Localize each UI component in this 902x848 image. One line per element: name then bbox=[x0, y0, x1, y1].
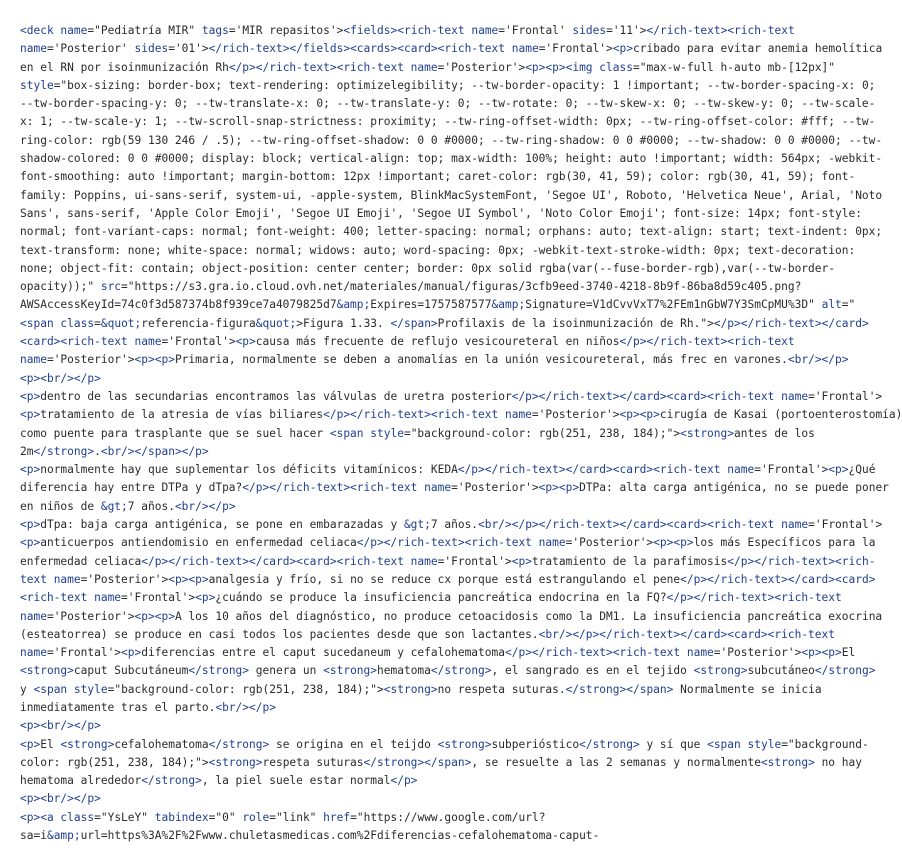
code-token: AWSAccessKeyId=74c0f3d587374b8f939ce7a4079825d7 bbox=[20, 298, 337, 312]
code-token: , la piel suele estar normal bbox=[201, 774, 391, 788]
code-token: style bbox=[73, 682, 108, 696]
code-token: en niños de bbox=[20, 499, 101, 513]
code-token: <p> bbox=[20, 389, 41, 403]
code-token: ='Frontal'> bbox=[121, 591, 196, 605]
code-token: none; object-fit: contain; object-position: center center; border: 0px solid rgba(var(--fuse-border-rgb),var(--tw-border- bbox=[20, 261, 835, 275]
code-token: </strong> bbox=[141, 774, 202, 788]
code-line bbox=[20, 479, 889, 497]
code-line bbox=[20, 242, 856, 260]
code-token: <p><p> bbox=[134, 353, 175, 367]
code-token: ='Posterior'> bbox=[713, 646, 802, 660]
code-token: name bbox=[134, 335, 162, 349]
code-token: <p> bbox=[828, 463, 849, 477]
code-token: class bbox=[60, 316, 95, 330]
code-token: <br/></p> bbox=[174, 499, 236, 513]
code-token: no respeta suturas. bbox=[437, 682, 566, 696]
code-token: Profilaxis de la isoinmunización de Rh."> bbox=[437, 316, 714, 330]
code-line bbox=[20, 534, 876, 552]
code-line bbox=[20, 40, 883, 58]
code-token: <fields><rich-text bbox=[343, 24, 472, 37]
code-token: name bbox=[511, 42, 539, 56]
code-token: Expires=1757587577 bbox=[370, 298, 492, 312]
code-token: ="max-w-full h-auto mb-[12px]" bbox=[632, 60, 836, 74]
code-token: <br/></p></rich-text></card><card><rich-text bbox=[538, 627, 836, 641]
code-token: sa=i bbox=[20, 829, 47, 843]
code-token: ="https://www.google.com/url? bbox=[350, 810, 546, 824]
code-token: <deck bbox=[20, 24, 61, 37]
code-line bbox=[20, 699, 848, 717]
code-token: shadow-colored: 0 0 #0000; display: block; vertical-align: top; max-width: 100%; height: auto !important; width: 564px; -webkit- bbox=[20, 152, 883, 166]
code-token: <p><p> bbox=[653, 536, 694, 550]
code-token: ="background- bbox=[781, 737, 869, 751]
code-token: ="https://s3.gra.io.cloud.ovh.net/materiales/manual/figuras/3cfb9eed-3740-4218-8b9f-86ba8d59c405.png? bbox=[121, 280, 802, 294]
code-line bbox=[20, 333, 848, 351]
code-token: cribado para evitar anemia hemolítica bbox=[633, 42, 883, 56]
code-token: =" bbox=[841, 298, 856, 312]
code-token: ='Posterior'> bbox=[80, 572, 169, 586]
code-token: ="link" bbox=[269, 810, 324, 824]
code-token: <p> bbox=[20, 536, 41, 550]
code-line bbox=[20, 443, 848, 461]
code-line bbox=[20, 754, 862, 772]
code-token: </span> bbox=[390, 316, 438, 330]
code-line bbox=[20, 59, 848, 77]
code-token: se origina en el teijdo bbox=[269, 737, 438, 751]
code-token: src bbox=[100, 280, 122, 294]
code-token: ='Posterior'> bbox=[46, 353, 135, 367]
code-line bbox=[20, 22, 848, 40]
code-token: diferencia hay entre DTPa y dTpa? bbox=[20, 481, 243, 495]
code-token: <p> bbox=[20, 463, 41, 477]
code-token: ='Posterior'> bbox=[531, 408, 620, 422]
code-token: <span bbox=[20, 316, 61, 330]
code-token: ='Posterior'> bbox=[451, 481, 539, 495]
code-token: name bbox=[410, 60, 438, 74]
code-token: name bbox=[471, 24, 499, 37]
code-token: <p><p><img bbox=[525, 60, 600, 74]
code-line bbox=[20, 516, 883, 534]
code-line bbox=[20, 662, 876, 680]
code-token: <strong> bbox=[20, 664, 74, 678]
code-token: El bbox=[40, 737, 61, 751]
code-line bbox=[20, 296, 856, 314]
code-token: <p> bbox=[20, 737, 41, 751]
code-token: </p></rich-text></card><card><rich-text bbox=[457, 463, 728, 477]
code-line bbox=[20, 351, 848, 369]
code-line bbox=[20, 809, 848, 827]
code-token: name bbox=[20, 609, 47, 623]
code-token: </p></rich-text><rich-text bbox=[666, 591, 842, 605]
code-token: alt bbox=[821, 298, 842, 312]
code-token: family: Poppins, ui-sans-serif, system-ui, -apple-system, BlinkMacSystemFont, 'Segoe UI', Roboto, 'Helvetica Neue', Arial, 'Noto bbox=[20, 188, 883, 202]
code-token: tratamiento de la parafimosis bbox=[531, 554, 728, 568]
code-token: <p><p> bbox=[619, 408, 660, 422]
code-token: x: 1; --tw-scale-y: 1; --tw-scroll-snap-strictness: proximity; --tw-ring-offset-width: 0px; --tw-ring-offset-color: #fff; --tw- bbox=[20, 115, 876, 129]
code-token: </p></rich-text><rich-text bbox=[323, 408, 505, 422]
code-token: <span bbox=[707, 737, 748, 751]
code-line bbox=[20, 113, 876, 131]
code-token: genera un bbox=[249, 664, 324, 678]
code-line bbox=[20, 370, 848, 388]
code-token: cirugía de Kasai (portoenterostomía) bbox=[659, 408, 902, 422]
code-token: enfermedad celiaca bbox=[20, 554, 142, 568]
code-token: y bbox=[20, 682, 34, 696]
code-token: analgesia y frío, si no se reduce cx porque está estrangulando el pene bbox=[208, 572, 681, 586]
code-token: &quot; bbox=[100, 316, 142, 330]
code-token: inmediatamente tras el parto. bbox=[20, 700, 216, 714]
code-token: ='Posterior'> bbox=[437, 60, 526, 74]
code-token: text-transform: none; white-space: normal; widows: auto; word-spacing: 0px; -webkit-text-stroke-width: 0px; text-decoration: bbox=[20, 243, 856, 257]
code-token: name bbox=[781, 389, 809, 403]
code-token: <card><rich-text bbox=[20, 335, 135, 349]
code-token: name bbox=[686, 646, 714, 660]
code-token: name bbox=[20, 646, 47, 660]
code-token: Signature=V1dCvvVxT7%2FEm1nGbW7Y3SmCpMU%3D" bbox=[525, 298, 822, 312]
code-token: sides bbox=[134, 42, 169, 56]
code-line bbox=[20, 553, 876, 571]
code-line bbox=[20, 827, 848, 845]
code-token: </p></rich-text><rich-text bbox=[619, 335, 795, 349]
code-token: no hay bbox=[814, 755, 862, 769]
code-token: cefalohematoma bbox=[114, 737, 209, 751]
code-token: <p> bbox=[121, 646, 142, 660]
code-token: DTPa: alta carga antigénica, no se puede poner bbox=[579, 481, 889, 495]
code-token: style bbox=[20, 78, 54, 92]
source-code-view bbox=[20, 22, 902, 848]
code-token: name bbox=[781, 518, 809, 532]
code-line bbox=[20, 77, 876, 95]
code-token: ring-color: rgb(59 130 246 / .5); --tw-ring-offset-shadow: 0 0 #0000; --tw-ring-shadow: 0 0 #0000; --tw-shadow: 0 0 #0000; --tw- bbox=[20, 133, 883, 147]
code-token: <strong> bbox=[208, 755, 263, 769]
code-token: </p></rich-text><rich-text bbox=[504, 646, 687, 660]
code-line bbox=[20, 95, 876, 113]
code-token: <p> bbox=[20, 518, 41, 532]
code-token: role bbox=[242, 810, 270, 824]
code-token: dTpa: baja carga antigénica, se pone en embarazadas y bbox=[40, 518, 404, 532]
code-token: ¿Qué bbox=[848, 463, 876, 477]
code-token: ='Posterior'> bbox=[46, 609, 135, 623]
code-token: name bbox=[20, 353, 47, 367]
code-token: ="box-sizing: border-box; text-rendering: optimizelegibility; --tw-border-opacity: 1 !important; --tw-border-spacing-x: 0; bbox=[53, 78, 876, 92]
code-token: 7 años. bbox=[430, 518, 479, 532]
code-token: class bbox=[599, 60, 633, 74]
code-token: ='Frontal'> bbox=[754, 463, 829, 477]
code-token: class bbox=[60, 810, 95, 824]
code-line bbox=[20, 498, 848, 516]
code-line bbox=[20, 187, 883, 205]
code-line bbox=[20, 717, 848, 735]
code-line bbox=[20, 461, 876, 479]
code-token: subcutáneo bbox=[747, 664, 815, 678]
code-token: ="Pediatría MIR" bbox=[87, 24, 202, 37]
code-line bbox=[20, 681, 848, 699]
code-token: en el RN por isoinmunización Rh bbox=[20, 60, 229, 74]
code-token: style bbox=[370, 426, 404, 440]
code-token: <br/></span></p> bbox=[100, 444, 209, 458]
code-token: normal; font-variant-caps: normal; font-weight: 400; letter-spacing: normal; orphans: auto; text-align: start; text-indent: 0px; bbox=[20, 225, 883, 239]
code-token: name bbox=[424, 481, 452, 495]
code-token: ='Posterior'> bbox=[565, 536, 654, 550]
code-token: ='Frontal'> bbox=[808, 389, 883, 403]
code-token: font-smoothing: auto !important; margin-bottom: 12px !important; caret-color: rgb(30, 41, 59); color: rgb(30, 41, 59); font- bbox=[20, 170, 856, 184]
code-token: </p></rich-text></card><card><rich-text bbox=[141, 554, 411, 568]
code-token: <p> bbox=[195, 591, 216, 605]
code-line bbox=[20, 223, 883, 241]
code-token: normalmente hay que suplementar los déficits vitamínicos: KEDA bbox=[40, 463, 458, 477]
code-token: </p></rich-text><rich-text bbox=[356, 536, 539, 550]
code-token: <br/></p> bbox=[787, 353, 849, 367]
code-token: 7 años. bbox=[127, 499, 175, 513]
code-token: Sans', sans-serif, 'Apple Color Emoji', 'Segoe UI Emoji', 'Segoe UI Symbol', 'Noto Color Emoji'; font-size: 14px; font-style: bbox=[20, 206, 862, 220]
code-token: ='01'> bbox=[168, 42, 209, 56]
code-token: &gt; bbox=[100, 499, 128, 513]
code-token: name bbox=[20, 42, 47, 56]
code-token: ='Frontal'> bbox=[437, 554, 512, 568]
code-token: </strong> bbox=[33, 444, 95, 458]
code-token: </strong></span> bbox=[363, 755, 472, 769]
code-token: antes de los bbox=[734, 426, 815, 440]
code-token: ='Frontal'> bbox=[161, 335, 236, 349]
code-token: </p></rich-text></card> bbox=[713, 316, 869, 330]
code-token: </p> bbox=[390, 774, 418, 788]
code-token: . bbox=[94, 444, 101, 458]
code-token: anticuerpos antiendomisio en enfermedad celiaca bbox=[40, 536, 357, 550]
code-token: <strong> bbox=[680, 426, 734, 440]
code-token: --tw-border-spacing-y: 0; --tw-translate-x: 0; --tw-translate-y: 0; --tw-rotate: 0; --tw-skew-x: 0; --tw-skew-y: 0; --tw-scale- bbox=[20, 97, 876, 111]
code-token: <p><p> bbox=[538, 481, 580, 495]
code-token: tratamiento de la atresia de vías biliares bbox=[40, 408, 324, 422]
code-token: &quot; bbox=[255, 316, 297, 330]
code-token: <span bbox=[33, 682, 74, 696]
code-token: ='Posterior' bbox=[46, 42, 135, 56]
code-token: </p></rich-text><rich- bbox=[727, 554, 876, 568]
code-token: </p></rich-text></card><card> bbox=[680, 572, 876, 586]
code-line bbox=[20, 260, 848, 278]
code-token: <strong> bbox=[437, 737, 492, 751]
code-line bbox=[20, 132, 883, 150]
code-line bbox=[20, 168, 856, 186]
code-token: <p><p> bbox=[801, 646, 842, 660]
code-token: referencia-figura bbox=[141, 316, 256, 330]
code-token: Primaria, normalmente se deben a anomalías en la unión vesicoureteral, más frec en varones. bbox=[174, 353, 788, 367]
code-line bbox=[20, 608, 883, 626]
code-line bbox=[20, 425, 848, 443]
code-token: </strong> bbox=[430, 664, 492, 678]
code-token: name bbox=[53, 572, 81, 586]
code-token: tabindex bbox=[154, 810, 209, 824]
code-token: El bbox=[841, 646, 856, 660]
code-token: tags bbox=[201, 24, 229, 37]
code-token: name bbox=[94, 591, 122, 605]
code-token: causa más frecuente de reflujo vesicoureteral en niños bbox=[255, 335, 620, 349]
code-token: = bbox=[94, 316, 101, 330]
code-token: &amp; bbox=[46, 829, 81, 843]
code-token: respeta suturas bbox=[262, 755, 364, 769]
code-token: href bbox=[323, 810, 351, 824]
code-token: </strong> bbox=[579, 737, 640, 751]
code-token: ¿cuándo se produce la insuficiencia pancreática endocrina en la FQ? bbox=[215, 591, 667, 605]
code-token: <strong> bbox=[760, 755, 815, 769]
code-line bbox=[20, 388, 883, 406]
code-token: , el sangrado es en el tejido bbox=[491, 664, 694, 678]
code-line bbox=[20, 772, 848, 790]
code-token: url=https%3A%2F%2Fwww.chuletasmedicas.com%2Fdiferencias-cefalohematoma-caput- bbox=[80, 829, 600, 843]
code-line bbox=[20, 644, 856, 662]
code-token: </strong> bbox=[188, 664, 250, 678]
code-token: <span bbox=[329, 426, 371, 440]
code-token: </strong> bbox=[208, 737, 270, 751]
code-token: hematoma bbox=[377, 664, 431, 678]
code-token: <p><a bbox=[20, 810, 61, 824]
code-line bbox=[20, 315, 869, 333]
code-token: ='Frontal'> bbox=[808, 518, 883, 532]
code-token: ='Frontal'> bbox=[46, 646, 122, 660]
code-token: ="0" bbox=[208, 810, 243, 824]
code-token: <strong> bbox=[323, 664, 378, 678]
code-token: subperióstico bbox=[491, 737, 580, 751]
code-token: A los 10 años del diagnóstico, no produce cetoacidosis como la DM1. La insuficiencia pancreática exocrina bbox=[174, 609, 883, 623]
code-token: </strong></span> bbox=[565, 682, 674, 696]
code-token: name bbox=[727, 463, 755, 477]
code-token: </p></rich-text></card><card><rich-text bbox=[511, 389, 782, 403]
code-token: hematoma alrededor bbox=[20, 774, 142, 788]
code-line bbox=[20, 589, 848, 607]
code-token: ='Frontal'> bbox=[538, 42, 613, 56]
code-token: <br/></p></rich-text></card><card><rich-text bbox=[478, 518, 782, 532]
code-token: </rich-text><rich-text bbox=[646, 24, 795, 37]
code-token: dentro de las secundarias encontramos las válvulas de uretra posterior bbox=[40, 389, 512, 403]
code-token: name bbox=[504, 408, 532, 422]
code-line bbox=[20, 790, 848, 808]
code-token: 2m bbox=[20, 444, 34, 458]
code-line bbox=[20, 626, 848, 644]
code-token: <p> bbox=[612, 42, 633, 56]
code-line bbox=[20, 571, 876, 589]
code-token: opacity));" bbox=[20, 280, 101, 294]
code-token: <strong> bbox=[383, 682, 438, 696]
code-token: y sí que bbox=[639, 737, 708, 751]
code-token: ='MIR repasitos'> bbox=[228, 24, 344, 37]
code-token: Normalmente se inicia bbox=[673, 682, 822, 696]
code-token: name bbox=[538, 536, 566, 550]
code-token: &amp; bbox=[491, 298, 526, 312]
code-token: <p><br/></p> bbox=[20, 719, 101, 733]
code-line bbox=[20, 736, 869, 754]
code-token: <strong> bbox=[693, 664, 748, 678]
code-token: <p><p> bbox=[168, 572, 209, 586]
code-token: ="background-color: rgb(251, 238, 184);"> bbox=[403, 426, 681, 440]
code-token: ='Frontal' bbox=[498, 24, 573, 37]
code-token: color: rgb(251, 238, 184);"> bbox=[20, 755, 209, 769]
code-token: >Figura 1.33. bbox=[296, 316, 391, 330]
code-token: sides bbox=[572, 24, 607, 37]
code-token: <p> bbox=[20, 408, 41, 422]
code-token: <p><br/></p> bbox=[20, 371, 101, 385]
code-token: &gt; bbox=[403, 518, 431, 532]
code-line bbox=[20, 278, 848, 296]
code-token: <br/></p> bbox=[215, 700, 276, 714]
code-token: <p><br/></p> bbox=[20, 792, 101, 806]
code-token: </rich-text></fields><cards><card><rich-text bbox=[208, 42, 512, 56]
code-token: name bbox=[410, 554, 438, 568]
code-token: <p> bbox=[235, 335, 256, 349]
code-token: (esteatorrea) se produce en casi todos los pacientes desde que son lactantes. bbox=[20, 627, 539, 641]
code-token: <p> bbox=[511, 554, 532, 568]
code-token: caput Subcutáneum bbox=[73, 664, 189, 678]
code-token: text bbox=[20, 572, 54, 586]
code-token: style bbox=[747, 737, 782, 751]
code-token: <strong> bbox=[60, 737, 115, 751]
code-line bbox=[20, 406, 902, 424]
code-line bbox=[20, 205, 862, 223]
code-token: ="background-color: rgb(251, 238, 184);"> bbox=[107, 682, 384, 696]
code-token: </p></rich-text><rich-text bbox=[242, 481, 425, 495]
code-token: <rich-text bbox=[20, 591, 95, 605]
code-token: </strong> bbox=[814, 664, 876, 678]
code-token: name bbox=[60, 24, 88, 37]
code-token: <p><p> bbox=[134, 609, 175, 623]
code-token: ="YsLeY" bbox=[94, 810, 155, 824]
code-token: ='11'> bbox=[606, 24, 647, 37]
code-token: diferencias entre el caput sucedaneum y cefalohematoma bbox=[141, 646, 505, 660]
code-token: </p></rich-text><rich-text bbox=[228, 60, 411, 74]
code-token: como puente para trasplante que se suel hacer bbox=[20, 426, 330, 440]
code-token: los más Específicos para la bbox=[693, 536, 876, 550]
code-token: &amp; bbox=[336, 298, 371, 312]
code-line bbox=[20, 150, 883, 168]
code-token: , se resuelte a las 2 semanas y normalmente bbox=[471, 755, 761, 769]
